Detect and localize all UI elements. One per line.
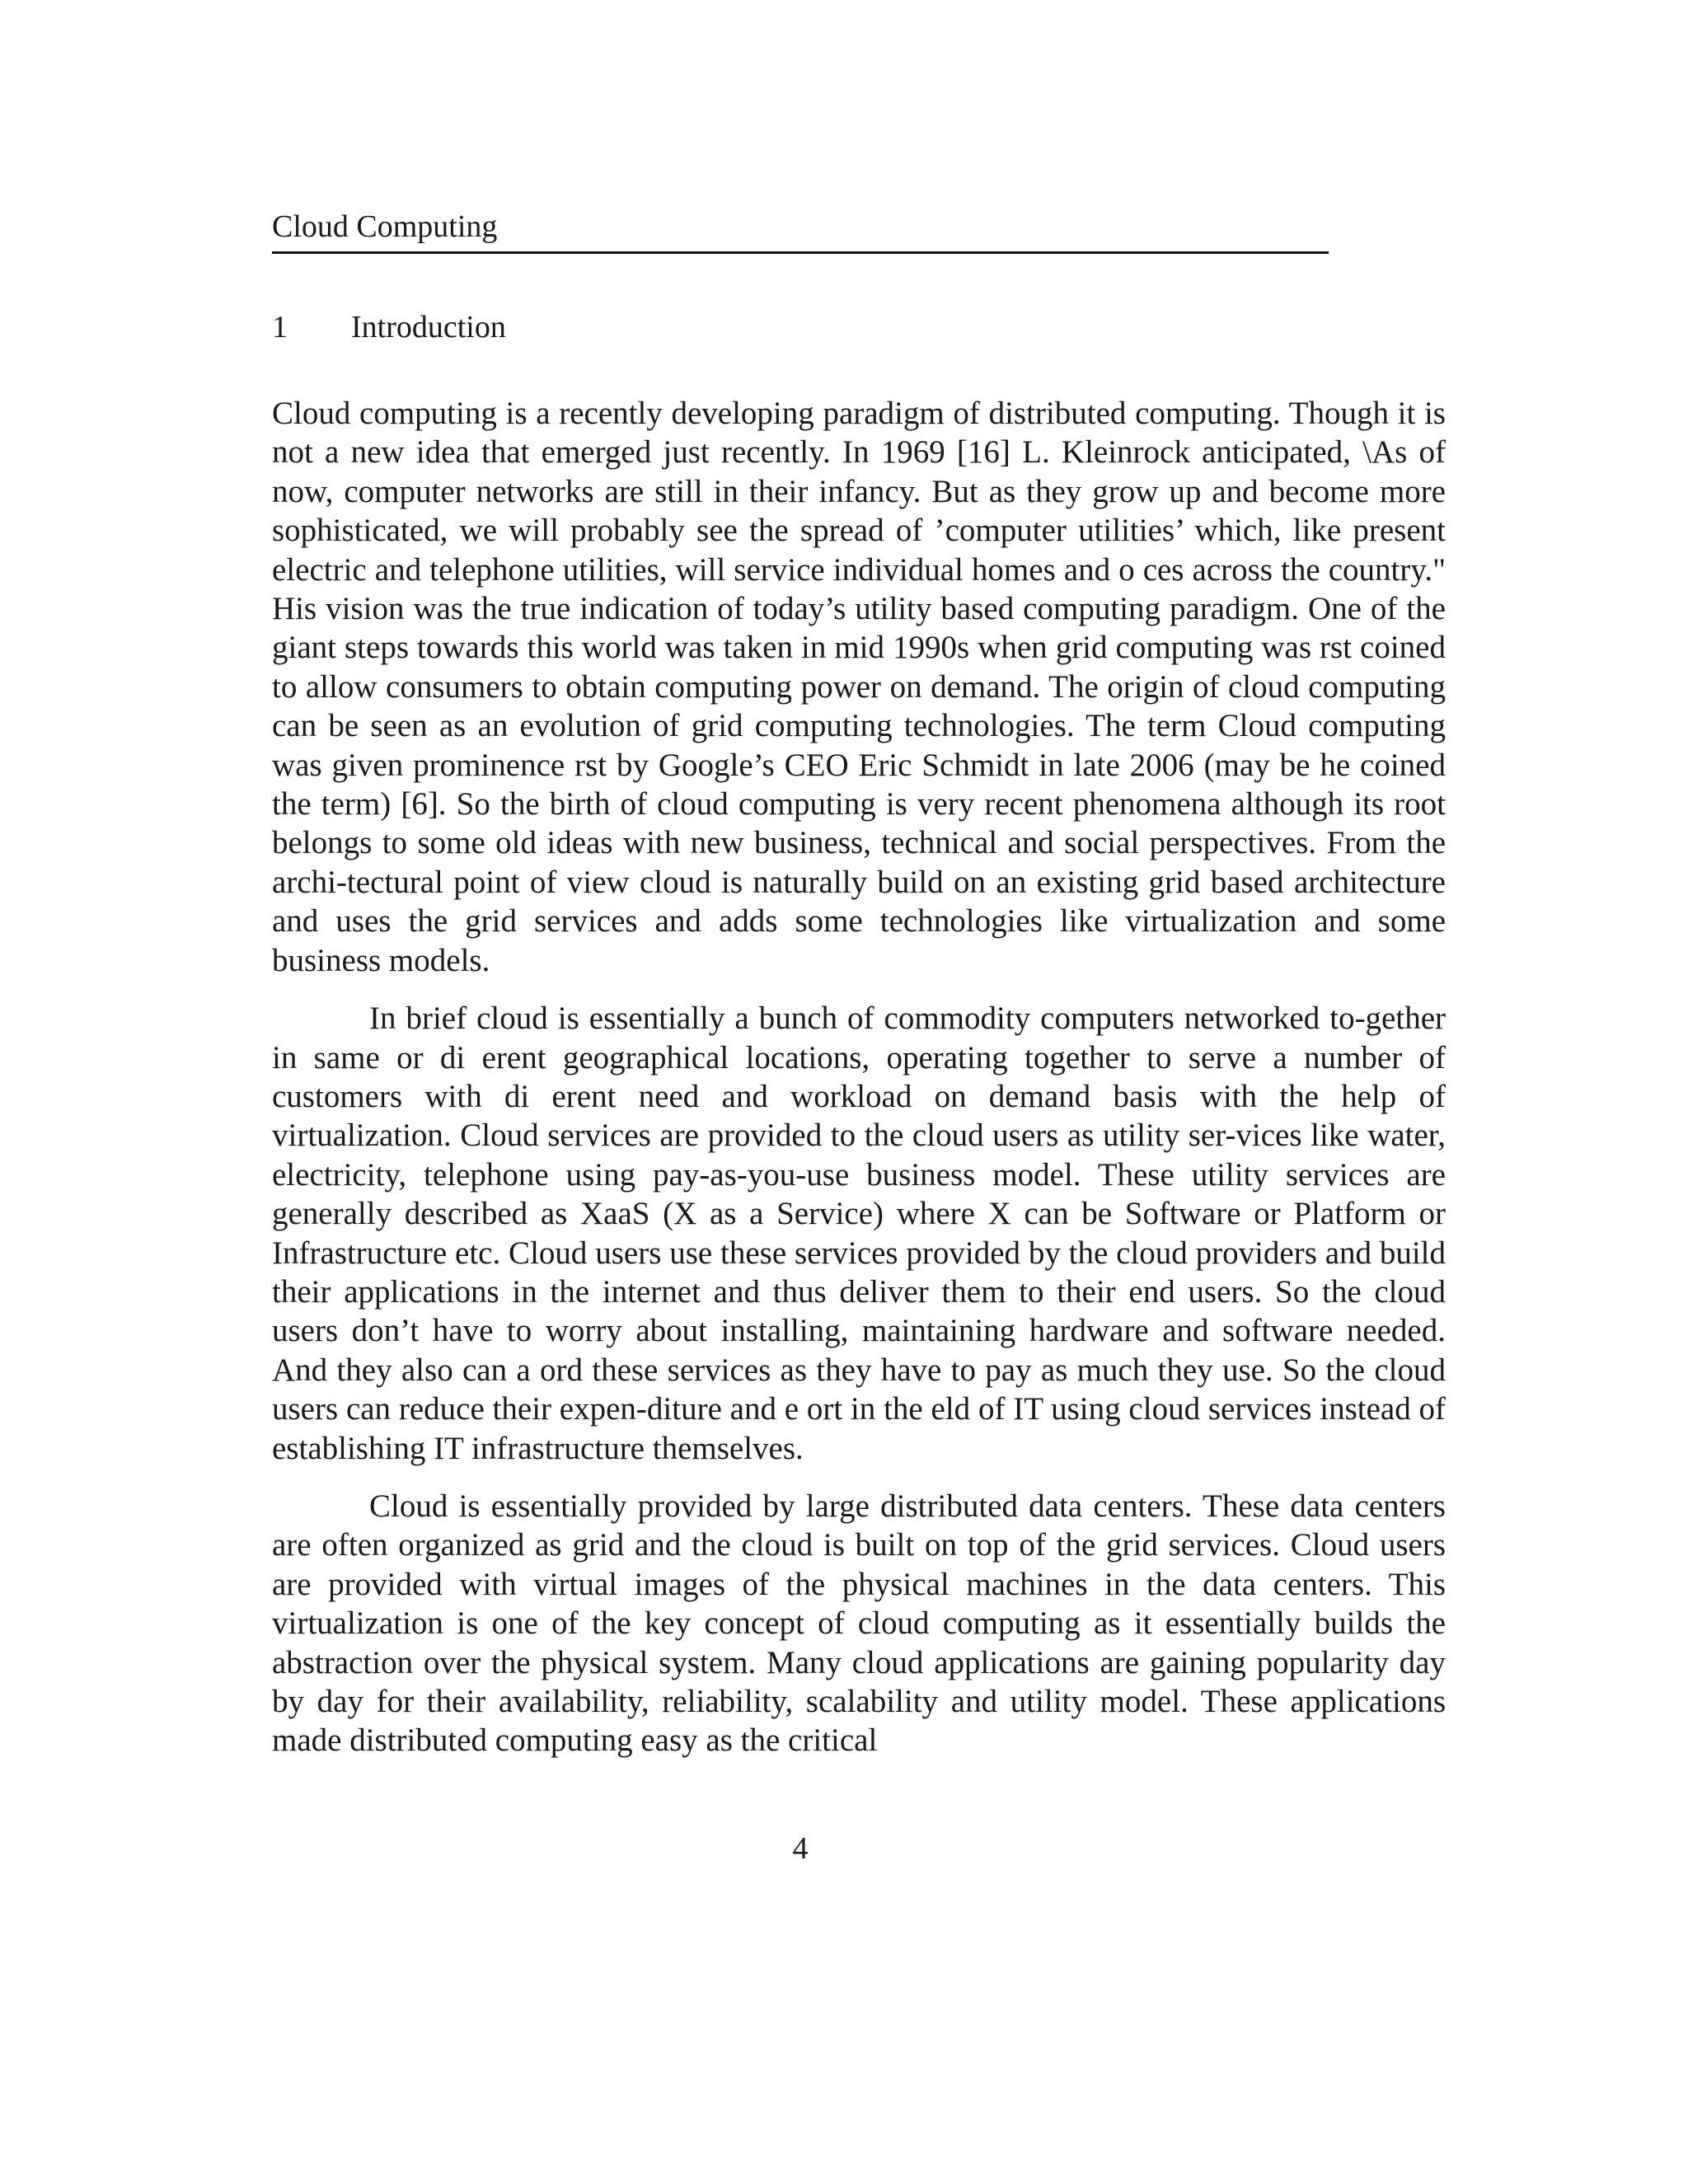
section-title: Introduction xyxy=(351,310,506,344)
section-heading xyxy=(272,308,506,346)
running-header-title: Cloud Computing xyxy=(272,209,498,244)
running-header xyxy=(272,208,1329,254)
paragraph-brief-cloud: In brief cloud is essentially a bunch of commodity computers networked to-gether in same or di erent geographical locations, operating together to serve a number of customers with di erent need and workload on demand basis with the help of virtualization. Cloud services are provided to the cloud users as utility ser-vices like water, electricity, telephone using pay-as-you-use business model. These utility services are generally described as XaaS (X as a Service) where X can be Software or Platform or Infrastructure etc. Cloud users use these services provided by the cloud providers and build their applications in the internet and thus deliver them to their end users. So the cloud users don’t have to worry about installing, maintaining hardware and software needed. And they also can a ord these services as they have to pay as much they use. So the cloud users can reduce their expen-diture and e ort in the eld of IT using cloud services instead of establishing IT infrastructure themselves. xyxy=(272,1001,1446,1466)
paragraph-data-centers: Cloud is essentially provided by large distributed data centers. These data centers are often organized as grid and the cloud is built on top of the grid services. Cloud users are provided with virtual images of the physical machines in the data centers. This virtualization is one of the key concept of cloud computing as it essentially builds the abstraction over the physical system. Many cloud applications are gaining popularity day by day for their availability, reliability, scalability and utility model. These applications made distributed computing easy as the critical xyxy=(272,1488,1446,1759)
body-text xyxy=(272,394,1446,1760)
page-number: 4 xyxy=(792,1831,809,1866)
paragraph-intro: Cloud computing is a recently developing paradigm of distributed computing. Though it is not a new idea that emerged just recently. In 1969 [16] L. Kleinrock anticipated, \As of now, computer networks are still in their infancy. But as they grow up and become more sophisticated, we will probably see the spread of ’computer utilities’ which, like present electric and telephone utilities, will service individual homes and o ces across the country." His vision was the true indication of today’s utility based computing paradigm. One of the giant steps towards this world was taken in mid 1990s when grid computing was rst coined to allow consumers to obtain computing power on demand. The origin of cloud computing can be seen as an evolution of grid computing technologies. The term Cloud computing was given prominence rst by Google’s CEO Eric Schmidt in late 2006 (may be he coined the term) [6]. So the birth of cloud computing is very recent phenomena although its root belongs to some old ideas with new business, technical and social perspectives. From the archi-tectural point of view cloud is naturally build on an existing grid based architecture and uses the grid services and adds some technologies like virtualization and some business models. xyxy=(272,396,1446,978)
section-number: 1 xyxy=(272,310,288,344)
